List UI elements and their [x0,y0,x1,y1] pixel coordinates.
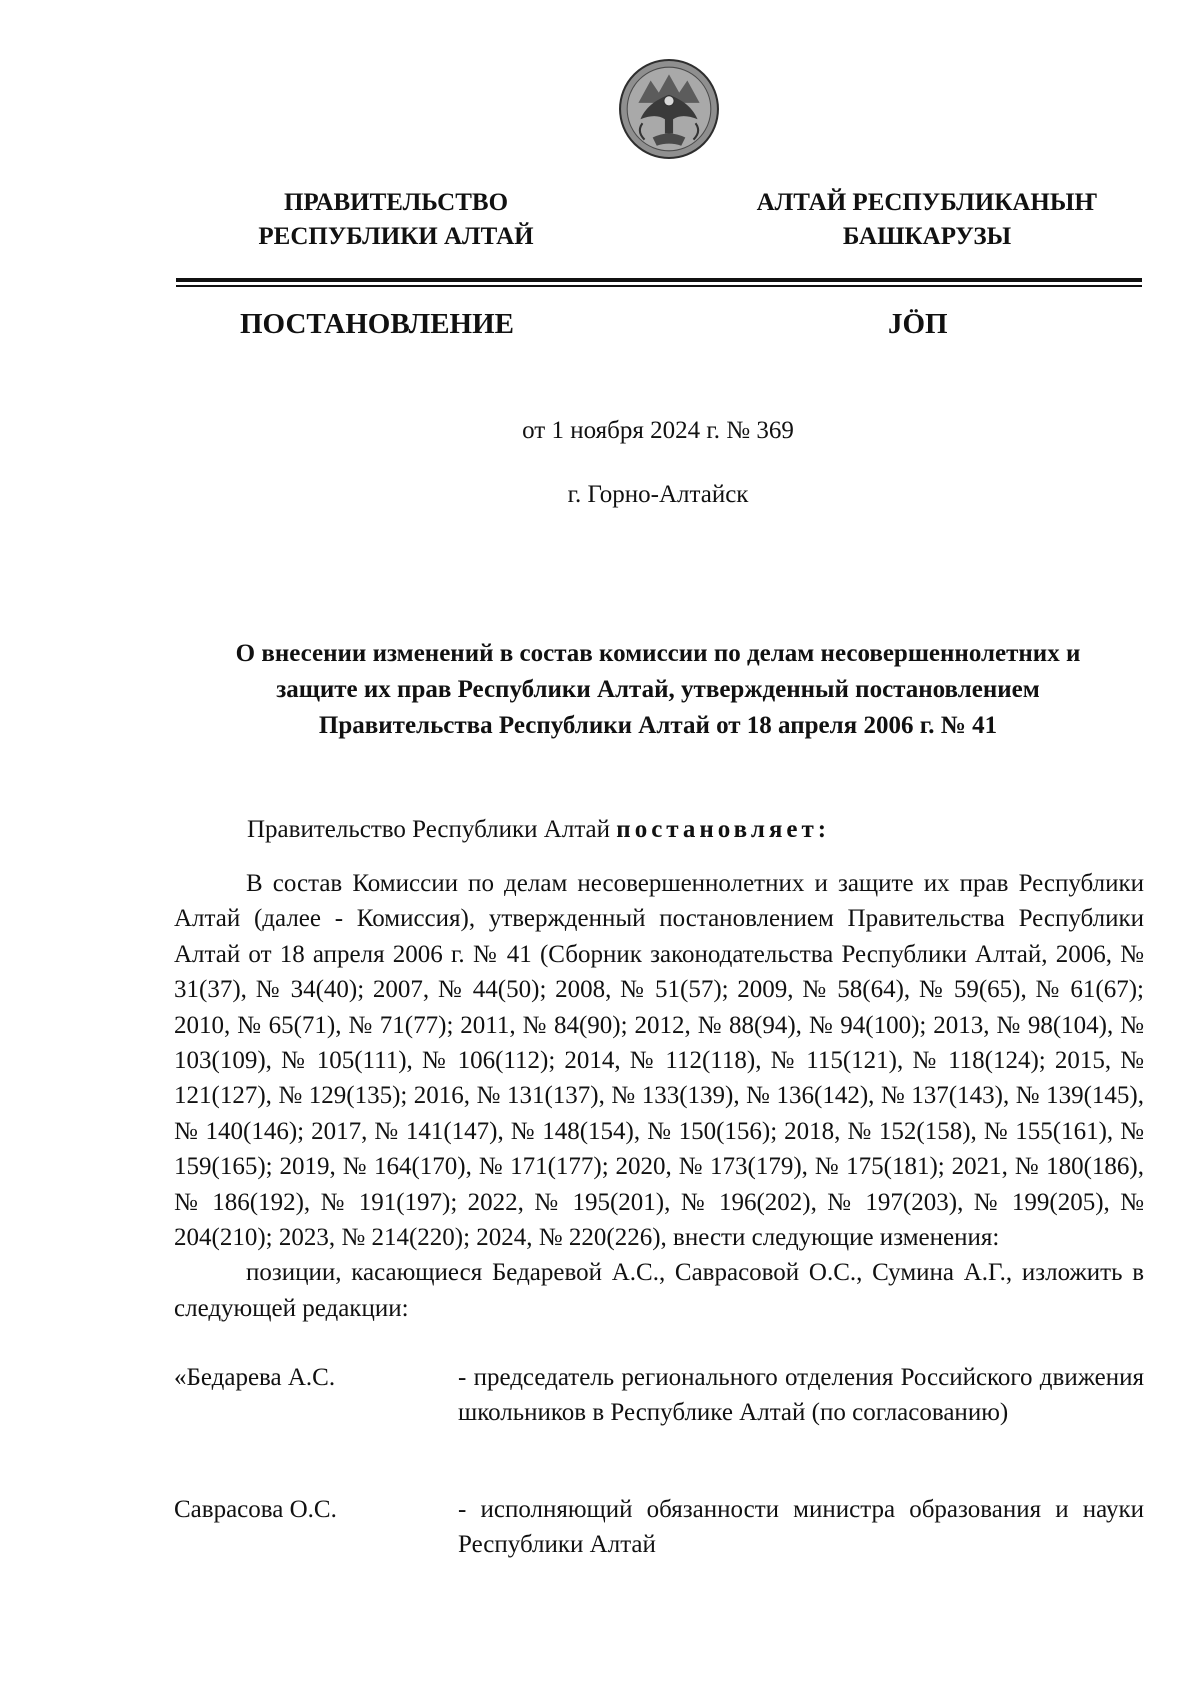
member-name: Саврасова О.С. [174,1496,337,1523]
coat-of-arms-icon [618,58,720,160]
issuer-name-russian [235,186,557,254]
title-line: защите их прав Республики Алтай, утвержденный постановлением [276,676,1040,703]
title-line: О внесении изменений в состав комиссии по делам несовершеннолетних и [235,640,1081,667]
member-name: «Бедарева А.С. [174,1364,336,1391]
issuer-line: РЕСПУБЛИКИ АЛТАЙ [258,223,534,250]
enacting-text: Правительство Республики Алтай [247,816,617,843]
issuer-line: АЛТАЙ РЕСПУБЛИКАНЫҤ [756,189,1098,216]
body-paragraph: В состав Комиссии по делам несовершеннолетних и защите их прав Республики Алтай (далее - Комиссия), утвержденный постановлением Правительства Республики Алтай от 18 апреля 2006 г. № 41 (Сборник законодательства Республики Алтай, 2006, № 31(37), № 34(40); 2007, № 44(50); 2008, № 51(57); 2009, № 58(64), № 59(65), № 61(67); 2010, № 65(71), № 71(77); 2011, № 84(90); 2012, № 88(94), № 94(100); 2013, № 98(104), № 103(109), № 105(111), № 106(112); 2014, № 112(118), № 115(121), № 118(124); 2015, № 121(127), № 129(135); 2016, № 131(137), № 133(139), № 136(142), № 137(143), № 139(145), № 140(146); 2017, № 141(147), № 148(154), № 150(156); 2018, № 152(158), № 155(161), № 159(165); 2019, № 164(170), № 171(177); 2020, № 173(179), № 175(181); 2021, № 180(186), № 186(192), № 191(197); 2022, № 195(201), № 196(202), № 197(203), № 199(205), № 204(210); 2023, № 214(220); 2024, № 220(226), внести следующие изменения: [174,870,1144,1252]
issue-city: г. Горно-Алтайск [567,481,749,508]
member-role: - председатель регионального отделения Российского движения школьников в Республике Алтай (по согласованию) [458,1364,1144,1426]
header-divider-thin [176,285,1142,287]
member-role: - исполняющий обязанности министра образования и науки Республики Алтай [458,1496,1144,1558]
document-body [174,866,1144,1326]
body-paragraph: позиции, касающиеся Бедаревой А.С., Саврасовой О.С., Сумина А.Г., изложить в следующей редакции: [174,1259,1144,1322]
issuer-name-altai [732,186,1122,254]
document-type-russian: ПОСТАНОВЛЕНИЕ [240,308,515,340]
issuer-line: ПРАВИТЕЛЬСТВО [283,189,509,216]
header-divider-thick [176,278,1142,282]
issuer-line: БАШКАРУЗЫ [842,223,1012,250]
enacting-clause [247,812,830,848]
title-line: Правительства Республики Алтай от 18 апреля 2006 г. № 41 [318,712,998,739]
date-and-number: от 1 ноября 2024 г. № 369 [522,417,794,444]
document-type-altai: JӦП [888,308,948,340]
document-title [160,636,1156,744]
enacting-verb: постановляет: [616,816,831,843]
